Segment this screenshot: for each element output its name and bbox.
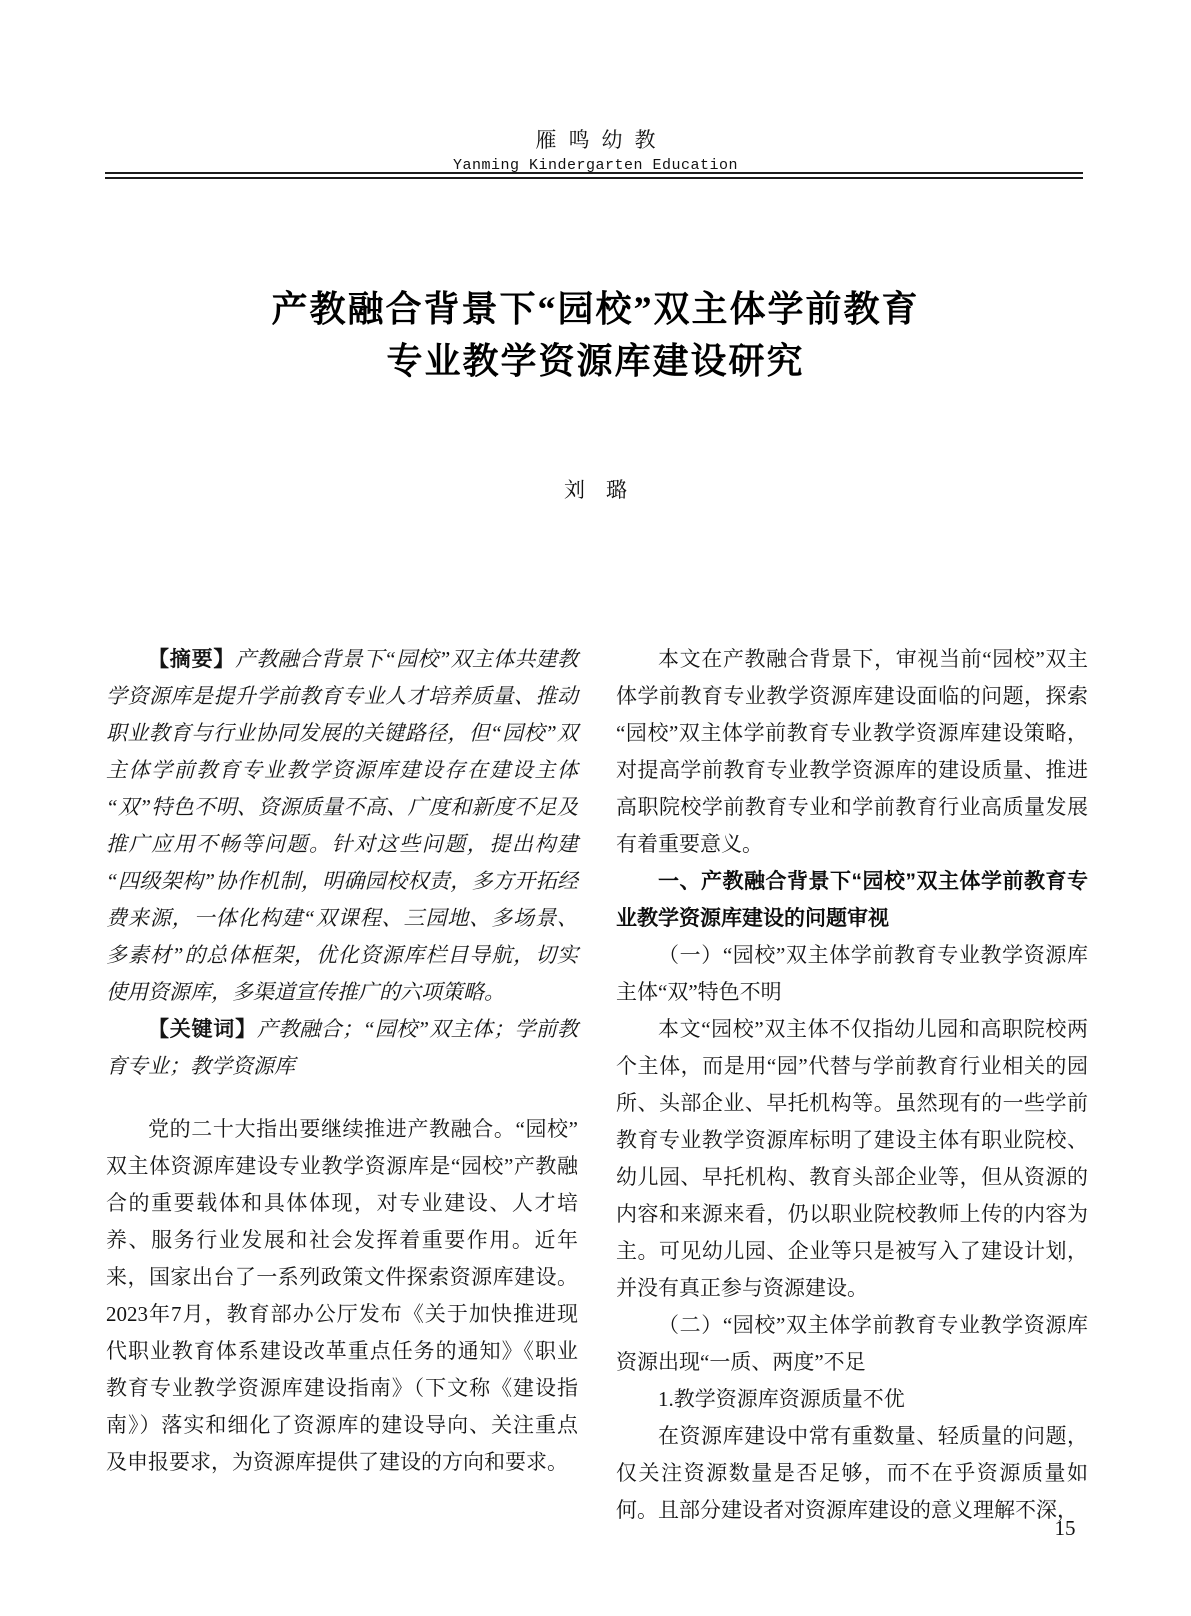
abstract-text: 产教融合背景下“园校”双主体共建教学资源库是提升学前教育专业人才培养质量、推动职业教育与行业协同发展的关键路径，但“园校”双主体学前教育专业教学资源库建设存在建设主体“双”特色不明、资源质量不高、广度和新度不足及推广应用不畅等问题。针对这些问题，提出构建“四级架构”协作机制，明确园校权责，多方开拓经费来源，一体化构建“双课程、三园地、多场景、多素材”的总体框架，优化资源库栏目导航，切实使用资源库，多渠道宣传推广的六项策略。	[106, 647, 579, 1004]
numbered-item-1: 1.教学资源库资源质量不优	[658, 1387, 905, 1411]
journal-header	[0, 124, 1191, 174]
article-author: 刘 璐	[564, 478, 627, 502]
left-column	[106, 641, 578, 1481]
article-title-line2: 专业教学资源库建设研究	[386, 341, 805, 381]
journal-title-cn: 雁鸣幼教	[535, 128, 668, 152]
keywords-label: 【关键词】	[148, 1017, 257, 1041]
keywords-text: 产教融合；“园校”双主体；学前教育专业；教学资源库	[106, 1017, 579, 1078]
abstract-paragraph	[106, 641, 578, 1011]
article-title-line1: 产教融合背景下“园校”双主体学前教育	[271, 289, 920, 329]
subsection-heading-2: （二）“园校”双主体学前教育专业教学资源库资源出现“一质、两度”不足	[616, 1313, 1088, 1374]
right-column	[616, 641, 1088, 1529]
section-heading-1: 一、产教融合背景下“园校”双主体学前教育专业教学资源库建设的问题审视	[616, 870, 1088, 930]
keywords-paragraph	[106, 1011, 578, 1085]
body-paragraph-intro: 本文在产教融合背景下，审视当前“园校”双主体学前教育专业教学资源库建设面临的问题，探索“园校”双主体学前教育专业教学资源库建设策略，对提高学前教育专业教学资源库的建设质量、推进高职院校学前教育专业和学前教育行业高质量发展有着重要意义。	[616, 647, 1088, 856]
abstract-label: 【摘要】	[148, 647, 236, 671]
article-title	[0, 283, 1191, 387]
body-paragraph-2: 在资源库建设中常有重数量、轻质量的问题，仅关注资源数量是否足够，而不在乎资源质量如何。且部分建设者对资源库建设的意义理解不深，	[616, 1424, 1088, 1522]
body-paragraph-1: 本文“园校”双主体不仅指幼儿园和高职院校两个主体，而是用“园”代替与学前教育行业相关的园所、头部企业、早托机构等。虽然现有的一些学前教育专业教学资源库标明了建设主体有职业院校、幼儿园、早托机构、教育头部企业等，但从资源的内容和来源来看，仍以职业院校教师上传的内容为主。可见幼儿园、企业等只是被写入了建设计划，并没有真正参与资源建设。	[616, 1017, 1088, 1300]
page-number: 15	[1054, 1516, 1076, 1540]
intro-paragraph-left: 党的二十大指出要继续推进产教融合。“园校”双主体资源库建设专业教学资源库是“园校”产教融合的重要载体和具体体现，对专业建设、人才培养、服务行业发展和社会发挥着重要作用。近年来，国家出台了一系列政策文件探索资源库建设。2023年7月，教育部办公厅发布《关于加快推进现代职业教育体系建设改革重点任务的通知》《职业教育专业教学资源库建设指南》（下文称《建设指南》）落实和细化了资源库的建设导向、关注重点及申报要求，为资源库提供了建设的方向和要求。	[106, 1117, 578, 1474]
subsection-heading-1: （一）“园校”双主体学前教育专业教学资源库主体“双”特色不明	[616, 943, 1088, 1004]
header-divider-rule	[105, 172, 1083, 179]
journal-title-en: Yanming Kindergarten Education	[452, 157, 739, 174]
